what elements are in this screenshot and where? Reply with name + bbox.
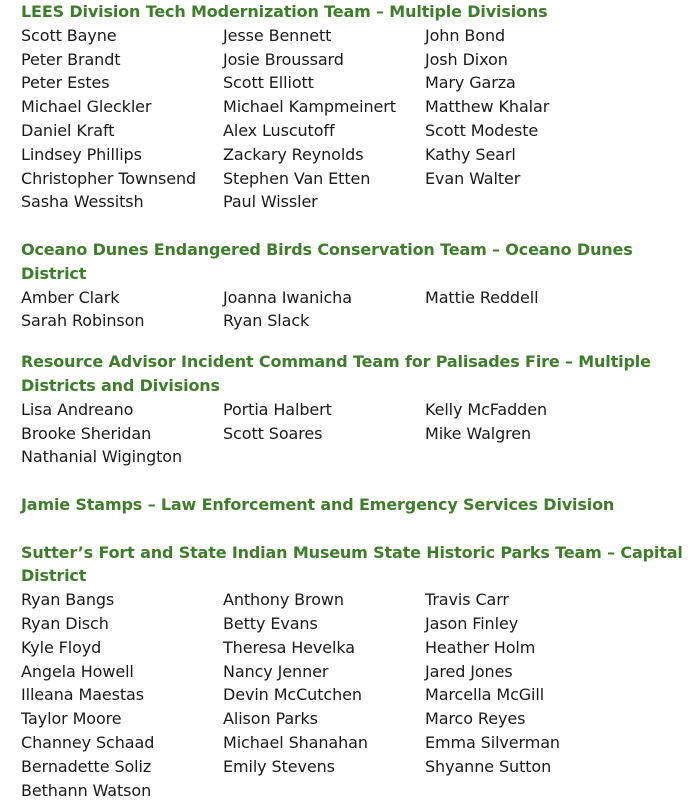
member-name: Ryan Slack (223, 309, 425, 333)
member-name: Betty Evans (223, 612, 425, 636)
member-name: Emily Stevens (223, 755, 425, 779)
member-name: Kyle Floyd (21, 636, 223, 660)
member-name: Theresa Hevelka (223, 636, 425, 660)
member-name: Devin McCutchen (223, 683, 425, 707)
member-name: Emma Silverman (425, 731, 675, 755)
member-name: Scott Elliott (223, 71, 425, 95)
section-palisades-fire (21, 350, 691, 469)
member-name: Michael Gleckler (21, 95, 223, 119)
awards-list (21, 0, 691, 802)
member-name: Jesse Bennett (223, 24, 425, 48)
member-name: Heather Holm (425, 636, 675, 660)
section-oceano-dunes (21, 238, 691, 333)
member-name: Michael Kampmeinert (223, 95, 425, 119)
member-name: Bethann Watson (21, 779, 223, 802)
member-name: John Bond (425, 24, 675, 48)
member-name: Josie Broussard (223, 48, 425, 72)
member-name: Taylor Moore (21, 707, 223, 731)
member-name: Sarah Robinson (21, 309, 223, 333)
member-name: Channey Schaad (21, 731, 223, 755)
member-name: Christopher Townsend (21, 167, 223, 191)
member-name: Amber Clark (21, 286, 223, 310)
member-name: Scott Soares (223, 422, 425, 446)
member-name: Josh Dixon (425, 48, 675, 72)
section-heading: LEES Division Tech Modernization Team – Multiple Divisions (21, 0, 691, 24)
member-name: Alex Luscutoff (223, 119, 425, 143)
member-name: Ryan Bangs (21, 588, 223, 612)
section-heading: Oceano Dunes Endangered Birds Conservation Team – Oceano Dunes District (21, 238, 691, 286)
member-name: Peter Brandt (21, 48, 223, 72)
section-heading: Resource Advisor Incident Command Team for Palisades Fire – Multiple Districts and Divisions (21, 350, 671, 398)
member-name: Stephen Van Etten (223, 167, 425, 191)
section-heading: Jamie Stamps – Law Enforcement and Emergency Services Division (21, 493, 691, 517)
member-name: Lisa Andreano (21, 398, 223, 422)
member-name: Paul Wissler (223, 190, 425, 214)
member-name: Anthony Brown (223, 588, 425, 612)
section-spacer (21, 333, 691, 350)
section-spacer (21, 469, 691, 493)
member-name: Bernadette Soliz (21, 755, 223, 779)
member-name: Scott Modeste (425, 119, 675, 143)
member-name: Jason Finley (425, 612, 675, 636)
member-name: Nathanial Wigington (21, 445, 223, 469)
member-name: Shyanne Sutton (425, 755, 675, 779)
section-spacer (21, 214, 691, 238)
member-name: Travis Carr (425, 588, 675, 612)
section-spacer (21, 517, 691, 541)
name-grid (21, 286, 691, 334)
member-name: Marcella McGill (425, 683, 675, 707)
member-name: Angela Howell (21, 660, 223, 684)
section-jamie-stamps (21, 493, 691, 517)
member-name: Evan Walter (425, 167, 675, 191)
member-name: Mary Garza (425, 71, 675, 95)
member-name: Peter Estes (21, 71, 223, 95)
section-lees-division (21, 0, 691, 214)
member-name: Nancy Jenner (223, 660, 425, 684)
member-name: Matthew Khalar (425, 95, 675, 119)
member-name: Kelly McFadden (425, 398, 675, 422)
member-name: Zackary Reynolds (223, 143, 425, 167)
member-name: Portia Halbert (223, 398, 425, 422)
member-name: Lindsey Phillips (21, 143, 223, 167)
member-name: Daniel Kraft (21, 119, 223, 143)
section-heading: Sutter’s Fort and State Indian Museum State Historic Parks Team – Capital District (21, 541, 691, 589)
member-name: Mike Walgren (425, 422, 675, 446)
member-name: Michael Shanahan (223, 731, 425, 755)
member-name: Illeana Maestas (21, 683, 223, 707)
member-name: Mattie Reddell (425, 286, 675, 310)
name-grid (21, 24, 691, 214)
member-name: Scott Bayne (21, 24, 223, 48)
member-name: Brooke Sheridan (21, 422, 223, 446)
member-name: Alison Parks (223, 707, 425, 731)
name-grid (21, 588, 691, 802)
member-name: Kathy Searl (425, 143, 675, 167)
member-name: Sasha Wessitsh (21, 190, 223, 214)
member-name: Jared Jones (425, 660, 675, 684)
name-grid (21, 398, 691, 469)
member-name: Ryan Disch (21, 612, 223, 636)
member-name: Marco Reyes (425, 707, 675, 731)
section-sutters-fort (21, 541, 691, 802)
member-name: Joanna Iwanicha (223, 286, 425, 310)
